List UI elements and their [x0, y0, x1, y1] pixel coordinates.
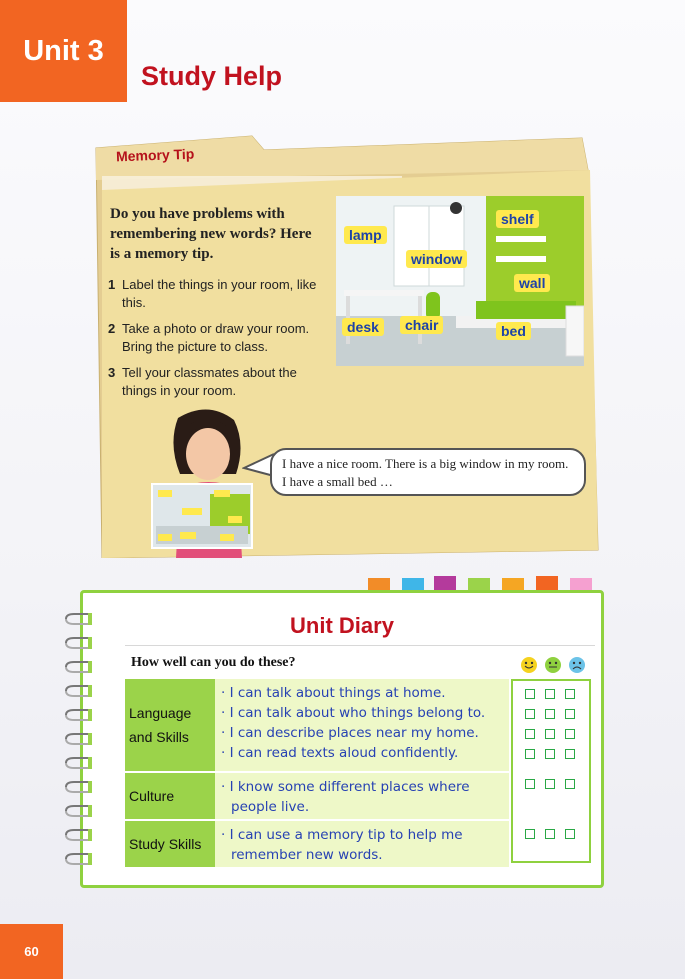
spiral-ring [64, 708, 92, 722]
page-number: 60 [0, 924, 63, 979]
step-item [108, 276, 318, 312]
category-label: Study Skills [125, 821, 215, 867]
diary-title: Unit Diary [290, 613, 394, 638]
self-rating-checkbox[interactable] [525, 749, 535, 759]
step-item [108, 364, 318, 400]
divider [125, 645, 595, 646]
self-rating-checkbox[interactable] [545, 829, 555, 839]
diary-item: · I can use a memory tip to help me remember new words. [221, 827, 463, 863]
self-rating-checkbox[interactable] [525, 829, 535, 839]
photo-label-wall: wall [514, 274, 550, 292]
spiral-ring [64, 804, 92, 818]
spiral-ring [64, 732, 92, 746]
faces-row [519, 655, 589, 675]
self-rating-checkbox[interactable] [525, 709, 535, 719]
memory-tip-question: Do you have problems with remembering new words? Here is a memory tip. [110, 206, 312, 262]
photo-label-desk: desk [342, 318, 384, 336]
speech-bubble: I have a nice room. There is a big window in my room. I have a small bed … [270, 448, 586, 496]
spiral-ring [64, 828, 92, 842]
diary-items [215, 679, 509, 771]
spiral-ring [64, 852, 92, 866]
self-rating-checkbox[interactable] [525, 689, 535, 699]
self-rating-checkbox[interactable] [545, 689, 555, 699]
step-text: Tell your classmates about the things in your room. [122, 365, 297, 398]
diary-item: · I can talk about who things belong to. [221, 705, 486, 721]
spiral-ring [64, 756, 92, 770]
girl-illustration [138, 408, 268, 558]
category-label: Language and Skills [125, 679, 215, 771]
step-number: 3 [108, 365, 116, 380]
unit-diary [80, 590, 604, 888]
memory-tip-label: Memory Tip [115, 145, 195, 165]
diary-items [215, 821, 509, 867]
self-rating-checkbox[interactable] [565, 729, 575, 739]
spiral-ring [64, 660, 92, 674]
step-text: Label the things in your room, like this. [122, 277, 317, 310]
step-number: 2 [108, 321, 116, 336]
photo-label-chair: chair [400, 316, 443, 334]
diary-item: · I know some different places where people live. [221, 779, 470, 815]
photo-label-bed: bed [496, 322, 531, 340]
diary-row-study-skills [125, 821, 509, 867]
spiral-ring [64, 780, 92, 794]
memory-tip-folder [92, 130, 602, 558]
unit-label: Unit 3 [23, 34, 104, 67]
spiral-ring [64, 636, 92, 650]
self-rating-checkbox[interactable] [545, 749, 555, 759]
diary-item: · I can read texts aloud confidently. [221, 745, 459, 761]
spiral-ring [64, 612, 92, 626]
diary-prompt: How well can you do these? [131, 655, 296, 670]
unit-badge [0, 0, 127, 102]
photo-label-shelf: shelf [496, 210, 539, 228]
neutral-face-icon [545, 657, 561, 673]
diary-items [215, 773, 509, 819]
self-rating-checkbox[interactable] [565, 689, 575, 699]
photo-label-window: window [406, 250, 467, 268]
steps-list [108, 276, 318, 408]
self-rating-checkbox[interactable] [545, 779, 555, 789]
photo-label-lamp: lamp [344, 226, 387, 244]
category-label: Culture [125, 773, 215, 819]
self-rating-checkbox[interactable] [545, 709, 555, 719]
step-text: Take a photo or draw your room. Bring the picture to class. [122, 321, 310, 354]
room-photo [336, 196, 584, 366]
self-rating-checkbox[interactable] [565, 709, 575, 719]
self-rating-checkbox[interactable] [525, 729, 535, 739]
step-number: 1 [108, 277, 116, 292]
diary-item: · I can talk about things at home. [221, 685, 446, 701]
step-item [108, 320, 318, 356]
self-rating-checkbox[interactable] [525, 779, 535, 789]
self-rating-checkbox[interactable] [545, 729, 555, 739]
spiral-ring [64, 684, 92, 698]
page-title: Study Help [141, 61, 283, 91]
self-rating-checkbox[interactable] [565, 749, 575, 759]
self-rating-checkbox[interactable] [565, 829, 575, 839]
sad-face-icon [569, 657, 585, 673]
diary-row-language [125, 679, 509, 771]
diary-row-culture [125, 773, 509, 819]
self-rating-checkbox[interactable] [565, 779, 575, 789]
diary-item: · I can describe places near my home. [221, 725, 479, 741]
happy-face-icon [521, 657, 537, 673]
